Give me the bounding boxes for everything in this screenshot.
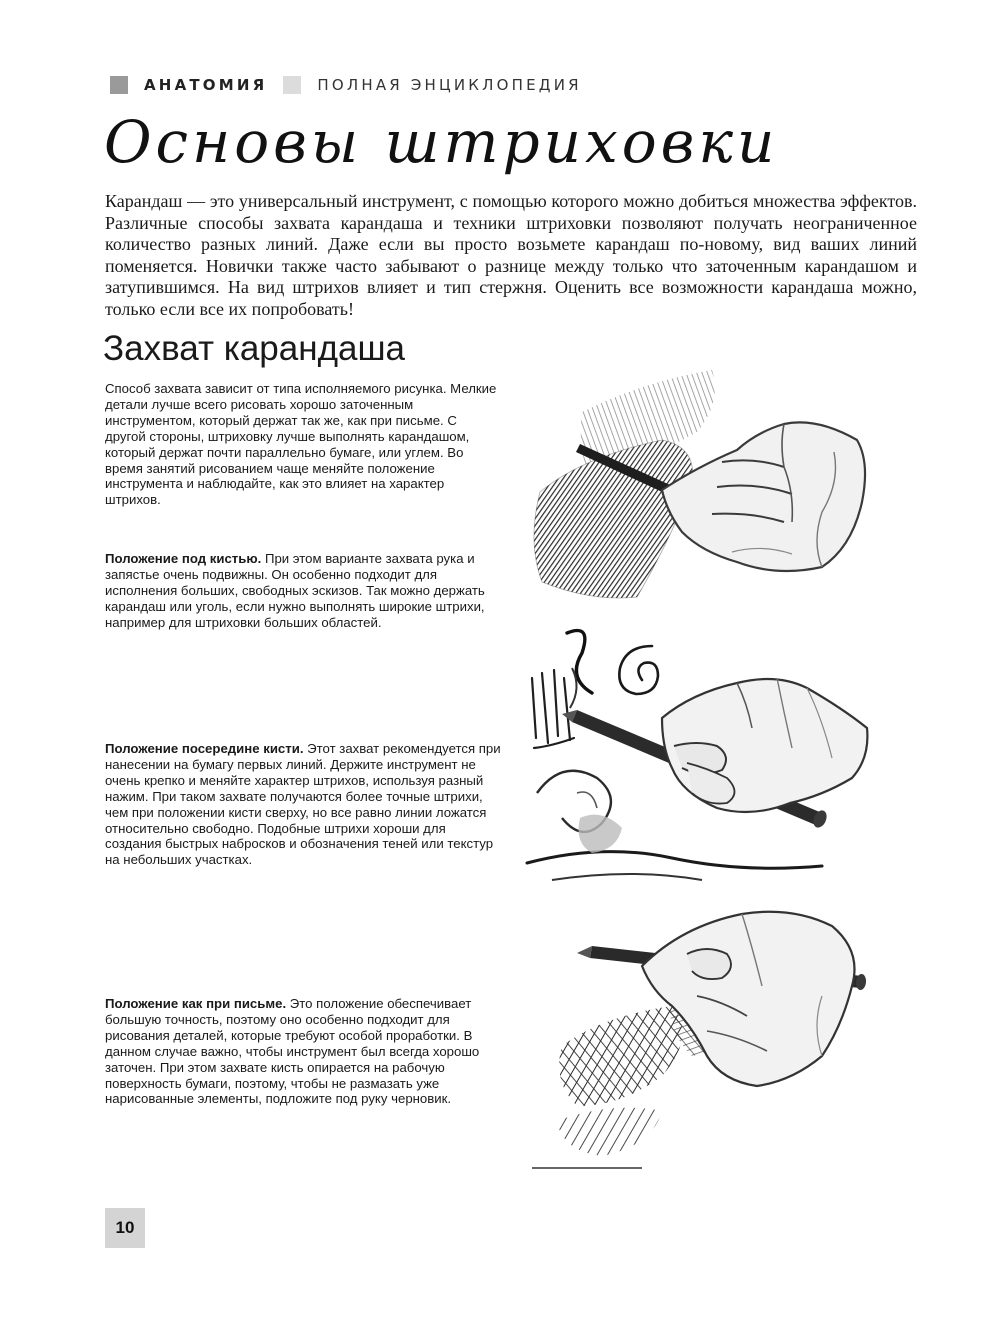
running-header — [110, 76, 582, 94]
writing-grip-illustration — [522, 906, 872, 1174]
paragraph-lead: Положение посередине кисти. — [105, 741, 304, 756]
section-title: Захват карандаша — [103, 329, 405, 368]
paragraph-midhand-grip — [105, 741, 501, 868]
header-square-dark — [110, 76, 128, 94]
paragraph-writing-grip — [105, 996, 501, 1107]
paragraph-lead: Положение как при письме. — [105, 996, 287, 1011]
paragraph-grip-intro — [105, 381, 501, 508]
page-title: Основы штриховки — [104, 108, 779, 176]
midhand-grip-illustration — [522, 618, 872, 900]
paragraph-text: Это положение обеспечивает большую точность, поэтому оно особенно подходит для рисования деталей, которые требуют особой проработки. В данном случае важно, чтобы инструмент был всегда хорошо заточен. При этом захвате кисть опирается на рабочую поверхность бумаги, поэтому, чтобы не размазать уже нарисованные элементы, подложите под руку черновик. — [105, 996, 480, 1107]
page-number: 10 — [105, 1208, 145, 1248]
paragraph-text: При этом варианте захвата рука и запястье очень подвижны. Он особенно подходит для исполнения больших, свободных эскизов. Так можно держать карандаш или уголь, если нужно выполнять широкие штрихи, например для штриховки больших областей. — [105, 551, 485, 630]
underhand-grip-illustration — [522, 362, 872, 610]
paragraph-text: Этот захват рекомендуется при нанесении на бумагу первых линий. Держите инструмент не очень крепко и меняйте характер штрихов, используя разный нажим. При таком захвате получаются более точные штрихи, чем при положении кисти сверху, но все равно линии ложатся относительно свободно. Подобные штрихи хороши для создания быстрых набросков и обозначения теней или текстур на небольших участках. — [105, 741, 501, 868]
paragraph-text: Способ захвата зависит от типа исполняемого рисунка. Мелкие детали лучше всего рисовать хорошо заточенным инструментом, который держат так же, как при письме. С другой стороны, штриховку лучше выполнять карандашом, который держат почти параллельно бумаге, или углем. Во время занятий рисованием чаще меняйте положение инструмента и наблюдайте, как это влияет на характер штрихов. — [105, 381, 497, 508]
header-square-light — [283, 76, 301, 94]
header-series-title: ПОЛНАЯ ЭНЦИКЛОПЕДИЯ — [317, 76, 582, 94]
paragraph-underhand-grip — [105, 551, 501, 631]
header-book-title: АНАТОМИЯ — [144, 76, 268, 94]
intro-paragraph: Карандаш — это универсальный инструмент, с помощью которого можно добиться множества эффектов. Различные способы захвата карандаша и техники штриховки позволяют получать неограниченное количество разных линий. Даже если вы просто возьмете карандаш по-новому, вид ваших линий поменяется. Новички также часто забывают о разнице между только что заточенным карандашом и затупившимся. На вид штрихов влияет и тип стержня. Оценить все возможности карандаша можно, только если все их попробовать! — [105, 191, 917, 319]
paragraph-lead: Положение под кистью. — [105, 551, 262, 566]
